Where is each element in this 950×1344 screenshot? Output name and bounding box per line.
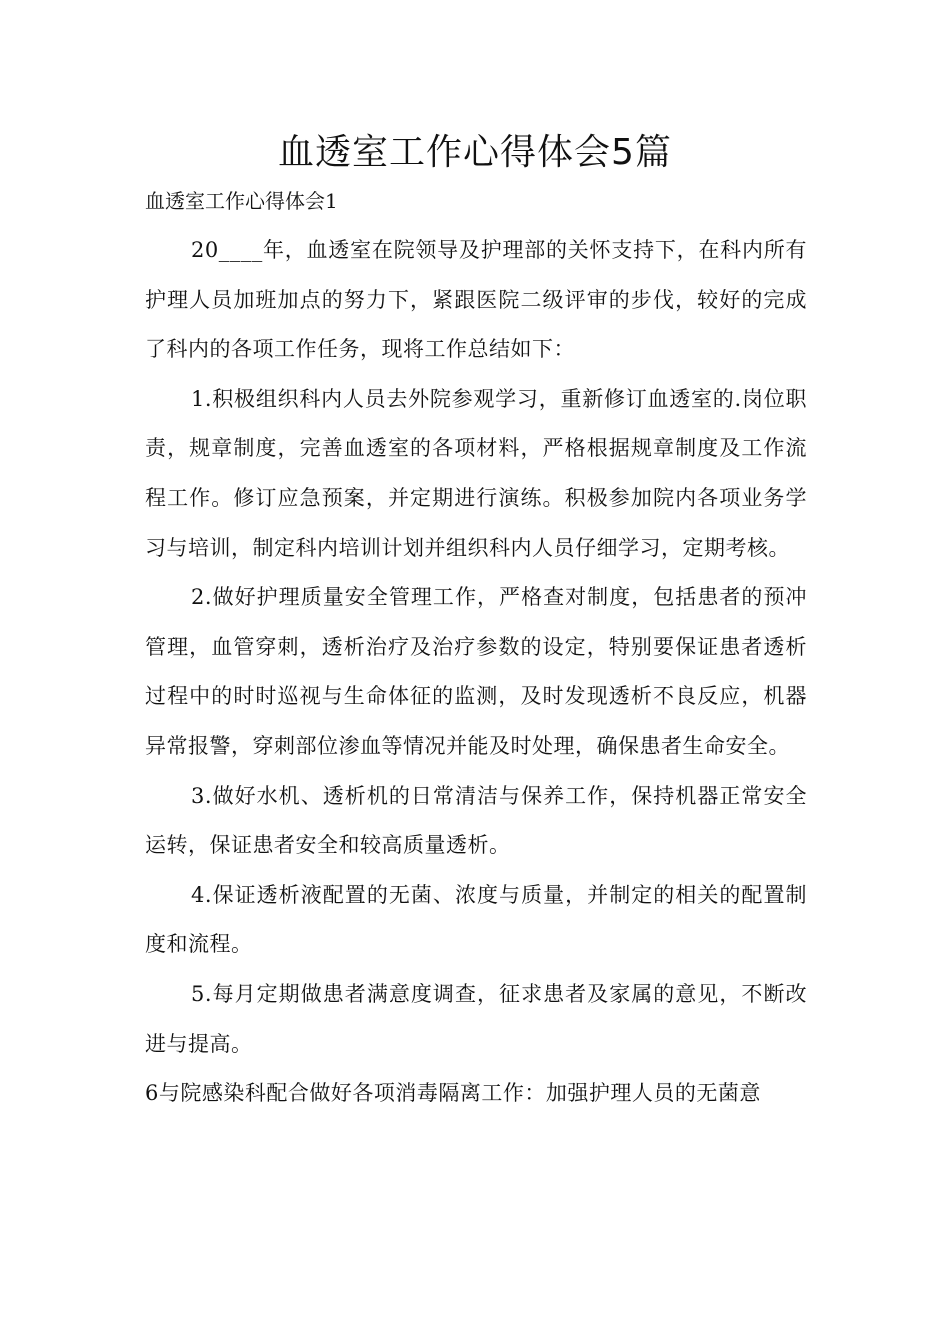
paragraph-item-5: 5.每月定期做患者满意度调查，征求患者及家属的意见，不断改进与提高。 <box>145 981 807 1056</box>
paragraph-item-2: 2.做好护理质量安全管理工作，严格查对制度，包括患者的预冲管理，血管穿刺，透析治疗及治疗参数的设定，特别要保证患者透析过程中的时时巡视与生命体征的监测，及时发现透析不良反应，机器异常报警，穿刺部位渗血等情况并能及时处理，确保患者生命安全。 <box>145 585 807 758</box>
paragraph-item-1: 1.积极组织科内人员去外院参观学习，重新修订血透室的.岗位职责，规章制度，完善血透室的各项材料，严格根据规章制度及工作流程工作。修订应急预案，并定期进行演练。积极参加院内各项业务学习与培训，制定科内培训计划并组织科内人员仔细学习，定期考核。 <box>145 386 807 560</box>
paragraph-item-6: 6与院感染科配合做好各项消毒隔离工作：加强护理人员的无菌意 <box>145 1081 761 1106</box>
section-heading: 血透室工作心得体会1 <box>145 189 338 213</box>
paragraph-item-3: 3.做好水机、透析机的日常清洁与保养工作，保持机器正常安全运转，保证患者安全和较高质量透析。 <box>145 783 807 858</box>
paragraph-intro: 20____年，血透室在院领导及护理部的关怀支持下，在科内所有护理人员加班加点的努力下，紧跟医院二级评审的步伐，较好的完成了科内的各项工作任务，现将工作总结如下： <box>145 238 807 362</box>
document-title: 血透室工作心得体会5篇 <box>278 132 672 173</box>
document-body <box>145 226 807 1119</box>
paragraph-item-4: 4.保证透析液配置的无菌、浓度与质量，并制定的相关的配置制度和流程。 <box>145 882 807 957</box>
